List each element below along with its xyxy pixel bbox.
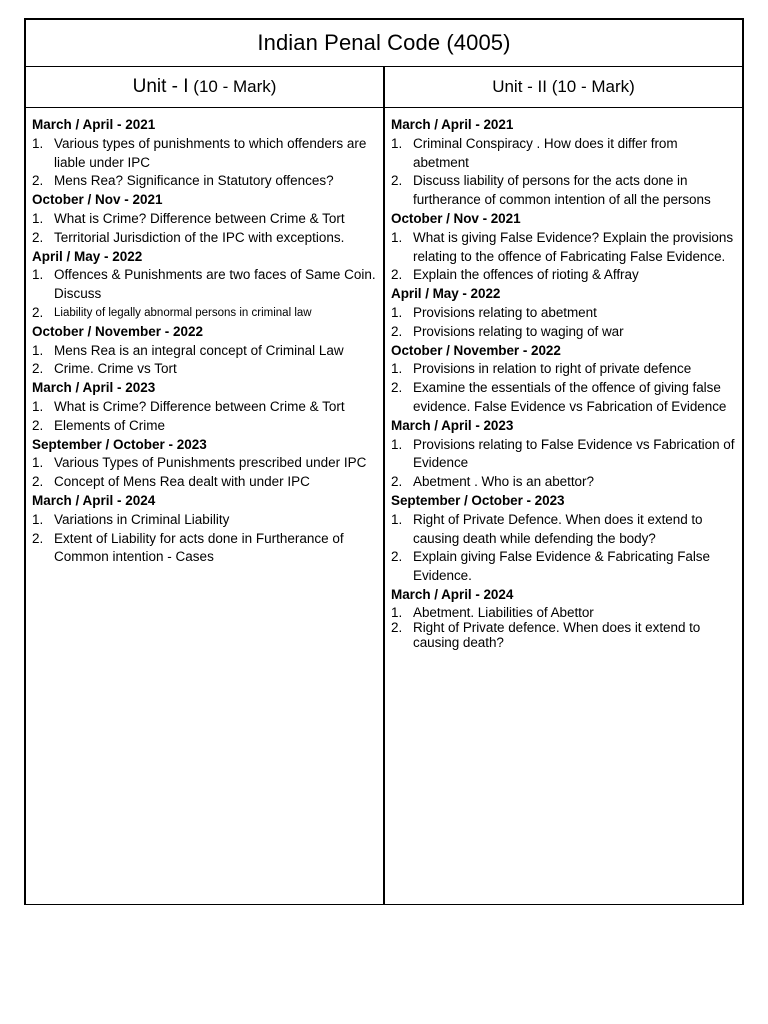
question-item <box>32 135 377 173</box>
question-item <box>391 511 736 549</box>
question-number: 1. <box>391 135 403 151</box>
session-heading: September / October - 2023 <box>32 436 207 452</box>
question-text: Discuss liability of persons for the acts done in furtherance of common intention of all the persons <box>413 173 711 208</box>
session-heading: October / November - 2022 <box>32 323 204 339</box>
question-number: 2. <box>32 474 44 490</box>
question-item <box>391 266 736 285</box>
question-item <box>32 417 377 436</box>
question-item <box>391 620 736 650</box>
question-text: Mens Rea? Significance in Statutory offences? <box>54 173 334 189</box>
session-heading: October / November - 2022 <box>391 342 561 358</box>
question-item <box>32 210 377 229</box>
question-number: 2. <box>32 417 44 433</box>
question-text: What is giving False Evidence? Explain the provisions relating to the offence of Fabricating False Evidence. <box>413 229 734 264</box>
question-text: Criminal Conspiracy . How does it differ from abetment <box>413 135 678 170</box>
question-number: 2. <box>391 474 403 490</box>
question-number: 1. <box>391 361 403 377</box>
question-number: 1. <box>32 267 44 283</box>
question-text: Variations in Criminal Liability <box>54 511 230 527</box>
question-number: 2. <box>391 323 403 339</box>
question-item <box>32 454 377 473</box>
question-item <box>32 304 377 323</box>
question-number: 2. <box>32 530 44 546</box>
question-item <box>391 548 736 586</box>
question-item <box>391 473 736 492</box>
question-text: Right of Private Defence. When does it extend to causing death while defending the body? <box>413 511 703 546</box>
question-text: Territorial Jurisdiction of the IPC with exceptions. <box>54 229 345 245</box>
unit-1-heading-sub: (10 - Mark) <box>193 77 277 96</box>
session-heading: October / Nov - 2021 <box>391 210 521 226</box>
question-text: Provisions in relation to right of private defence <box>413 361 692 377</box>
session-heading: March / April - 2024 <box>391 586 514 602</box>
question-text: Extent of Liability for acts done in Furtherance of Common intention - Cases <box>54 530 344 565</box>
question-number: 1. <box>32 398 44 414</box>
question-text: Provisions relating to False Evidence vs Fabrication of Evidence <box>413 436 735 471</box>
session-heading: April / May - 2022 <box>391 286 501 302</box>
question-text: Concept of Mens Rea dealt with under IPC <box>54 474 310 490</box>
session-heading: March / April - 2021 <box>391 117 514 132</box>
question-item <box>32 530 377 568</box>
question-list <box>32 511 377 567</box>
question-number: 2. <box>32 229 44 245</box>
question-number: 1. <box>32 210 44 226</box>
question-text: Mens Rea is an integral concept of Criminal Law <box>54 342 344 358</box>
session-heading: March / April - 2024 <box>32 492 156 508</box>
question-item <box>32 266 377 304</box>
question-number: 2. <box>391 380 403 396</box>
question-text: Explain the offences of rioting & Affray <box>413 267 639 283</box>
question-list <box>391 360 736 416</box>
question-item <box>391 229 736 267</box>
unit-2-heading <box>385 67 742 107</box>
question-text: Abetment . Who is an abettor? <box>413 474 594 490</box>
unit-1-heading-main: Unit - I <box>132 76 189 97</box>
question-text: What is Crime? Difference between Crime & Tort <box>54 210 345 226</box>
question-item <box>32 511 377 530</box>
question-item <box>32 172 377 191</box>
question-list <box>32 454 377 492</box>
question-item <box>32 342 377 361</box>
question-item <box>391 360 736 379</box>
question-number: 1. <box>391 436 403 452</box>
question-number: 2. <box>391 267 403 283</box>
question-item <box>391 323 736 342</box>
question-number: 2. <box>391 549 403 565</box>
unit-1-column <box>26 108 385 904</box>
document-title: Indian Penal Code (4005) <box>257 30 511 55</box>
question-list <box>391 135 736 210</box>
body-row <box>26 108 742 904</box>
question-item <box>391 379 736 417</box>
question-text: Explain giving False Evidence & Fabricating False Evidence. <box>413 549 710 584</box>
question-list <box>32 398 377 436</box>
question-item <box>391 605 736 620</box>
question-text: Provisions relating to abetment <box>413 304 597 320</box>
question-number: 1. <box>391 511 403 527</box>
question-text: Examine the essentials of the offence of giving false evidence. False Evidence vs Fabrication of Evidence <box>413 380 727 414</box>
session-heading: October / Nov - 2021 <box>32 192 163 208</box>
question-item <box>391 436 736 474</box>
question-text: What is Crime? Difference between Crime & Tort <box>54 398 345 414</box>
question-text: Right of Private defence. When does it extend to causing death? <box>413 619 701 650</box>
unit-2-column <box>385 108 742 904</box>
title-row <box>26 20 742 67</box>
question-text: Provisions relating to waging of war <box>413 323 624 339</box>
question-number: 2. <box>32 304 44 320</box>
question-number: 2. <box>391 173 403 189</box>
question-text: Various Types of Punishments prescribed under IPC <box>54 455 367 471</box>
session-heading: March / April - 2023 <box>32 380 156 396</box>
question-text: Elements of Crime <box>54 417 166 433</box>
question-number: 1. <box>391 229 403 245</box>
question-text: Offences & Punishments are two faces of Same Coin. Discuss <box>54 267 376 302</box>
session-heading: April / May - 2022 <box>32 248 143 264</box>
question-list <box>391 605 736 650</box>
session-heading: March / April - 2021 <box>32 117 156 132</box>
question-number: 2. <box>32 173 44 189</box>
unit-2-heading-text: Unit - II (10 - Mark) <box>492 77 635 96</box>
question-text: Various types of punishments to which offenders are liable under IPC <box>54 135 367 170</box>
question-number: 1. <box>391 604 403 620</box>
question-item <box>32 398 377 417</box>
question-item <box>391 135 736 173</box>
question-item <box>32 229 377 248</box>
question-text: Liability of legally abnormal persons in criminal law <box>54 306 312 319</box>
question-list <box>32 210 377 248</box>
question-list <box>32 266 377 322</box>
question-number: 1. <box>32 135 44 151</box>
question-list <box>391 436 736 492</box>
question-text: Crime. Crime vs Tort <box>54 361 177 377</box>
question-list <box>391 511 736 586</box>
question-number: 2. <box>391 619 403 635</box>
question-list <box>391 304 736 342</box>
question-item <box>391 172 736 210</box>
header-row <box>26 67 742 108</box>
question-number: 1. <box>32 342 44 358</box>
question-list <box>391 229 736 285</box>
question-item <box>32 473 377 492</box>
question-number: 1. <box>32 455 44 471</box>
session-heading: March / April - 2023 <box>391 417 514 433</box>
question-item <box>391 304 736 323</box>
question-number: 2. <box>32 361 44 377</box>
unit-1-heading <box>26 67 385 107</box>
question-number: 1. <box>391 304 403 320</box>
question-number: 1. <box>32 511 44 527</box>
question-item <box>32 360 377 379</box>
question-list <box>32 342 377 380</box>
session-heading: September / October - 2023 <box>391 492 565 508</box>
question-table <box>24 18 744 905</box>
question-list <box>32 135 377 191</box>
question-text: Abetment. Liabilities of Abettor <box>413 604 594 620</box>
